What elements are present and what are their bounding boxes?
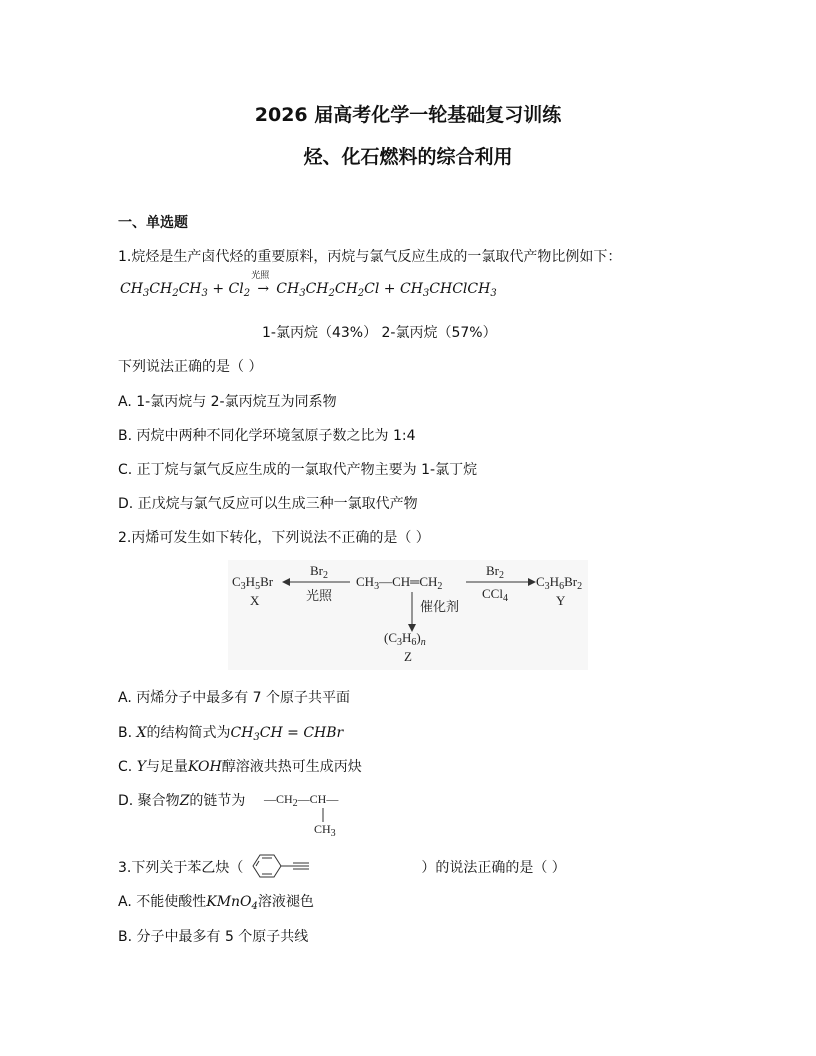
- q3-option-a-end: 溶液褪色: [257, 894, 314, 910]
- q3-option-b: B. 分子中最多有 5 个原子共线: [118, 929, 309, 945]
- q2-option-b-mid: 的结构简式为: [146, 725, 231, 741]
- q1-product-ratio: 1-氯丙烷（43%） 2-氯丙烷（57%）: [262, 325, 497, 341]
- q2-option-b-var: X: [136, 725, 147, 741]
- product-x-formula: $C_3H_5Br$: [232, 574, 274, 592]
- q2-option-d-end: 的链节为: [189, 793, 246, 809]
- right-reagent-symbol: Br: [486, 563, 499, 578]
- q3-stem: [118, 857, 566, 878]
- left-reagent-symbol: Br: [310, 563, 323, 578]
- q2-option-b-prefix: B.: [118, 725, 137, 741]
- q1-option-d: D. 正戊烷与氯气反应可以生成三种一氯取代产物: [118, 496, 418, 512]
- doc-title: 2026 届高考化学一轮基础复习训练: [254, 104, 562, 126]
- right-reagent: $Br_2$: [486, 563, 504, 581]
- q2-option-c: [118, 756, 362, 776]
- q1-stem: 1.烷烃是生产卤代烃的重要原料，丙烷与氯气反应生成的一氯取代产物比例如下：: [118, 249, 622, 265]
- q1-option-a: A. 1-氯丙烷与 2-氯丙烷互为同系物: [118, 394, 337, 410]
- label-x: X: [250, 593, 260, 608]
- q1-option-c: C. 正丁烷与氯气反应生成的一氯取代产物主要为 1-氯丁烷: [118, 462, 478, 478]
- label-z: Z: [404, 649, 412, 664]
- q1-equation: $CH_3CH_2CH_3 + Cl_2$ 光照 → $CH_3CH_2CH_2Cl$ + $CH_3CHClCH_3$: [120, 278, 497, 297]
- benzene-ring-icon: [243, 852, 333, 880]
- product-y-formula: $C_3H_6Br_2$: [536, 574, 583, 592]
- q3-stem-prefix: 3.下列关于苯乙炔（: [118, 860, 244, 876]
- repeat-unit-bond: [321, 808, 325, 822]
- polymer-repeat-unit: [264, 792, 354, 842]
- repeat-unit-methyl: $CH_3$: [314, 822, 336, 839]
- q2-option-c-reagent: KOH: [187, 759, 222, 775]
- q2-option-a: A. 丙烯分子中最多有 7 个原子共平面: [118, 690, 351, 706]
- reaction-arrow: 光照 →: [255, 278, 271, 297]
- down-arrow: [406, 590, 418, 634]
- q3-option-a-formula: KMnO$_4$: [206, 894, 258, 912]
- right-condition-symbol: CCl: [482, 586, 503, 601]
- phenylacetylene-structure: [243, 858, 421, 878]
- label-y: Y: [556, 593, 566, 608]
- q2-option-d-var: Z: [179, 793, 190, 809]
- q1-question: 下列说法正确的是（ ）: [118, 359, 263, 375]
- q1-condition: 光照: [251, 271, 270, 281]
- right-condition: CCl$_4$: [482, 586, 508, 604]
- q2-option-c-mid: 与足量: [145, 759, 188, 775]
- q1-option-b: B. 丙烷中两种不同化学环境氢原子数之比为 1:4: [118, 428, 416, 444]
- q2-option-c-var: Y: [136, 759, 146, 775]
- left-reagent: $Br_2$: [310, 563, 328, 581]
- q2-option-d-prefix: D. 聚合物: [118, 793, 180, 809]
- q3-option-a: [118, 891, 314, 911]
- q3-option-a-prefix: A. 不能使酸性: [118, 894, 207, 910]
- section-title: 一、单选题: [118, 215, 188, 231]
- repeat-unit-backbone: $—CH_2—CH—$: [264, 792, 339, 809]
- down-condition: 催化剂: [420, 600, 460, 615]
- propene-formula: $CH_3—CH═CH_2$: [356, 574, 443, 592]
- propene-reaction-scheme: [228, 560, 588, 670]
- product-z-formula: $(C_3H_6)_n$: [384, 630, 426, 648]
- left-condition: 光照: [306, 589, 333, 604]
- q2-option-c-end: 醇溶液共热可生成丙炔: [221, 759, 362, 775]
- q2-option-d: [118, 790, 245, 810]
- q2-option-b: [118, 722, 343, 742]
- q3-stem-suffix: ）的说法正确的是（ ）: [421, 860, 566, 876]
- q2-option-c-prefix: C.: [118, 759, 137, 775]
- q2-option-b-formula: $CH_3CH$ = CHBr: [230, 725, 344, 743]
- q2-stem: 2.丙烯可发生如下转化，下列说法不正确的是（ ）: [118, 530, 430, 546]
- doc-subtitle: 烃、化石燃料的综合利用: [303, 146, 513, 168]
